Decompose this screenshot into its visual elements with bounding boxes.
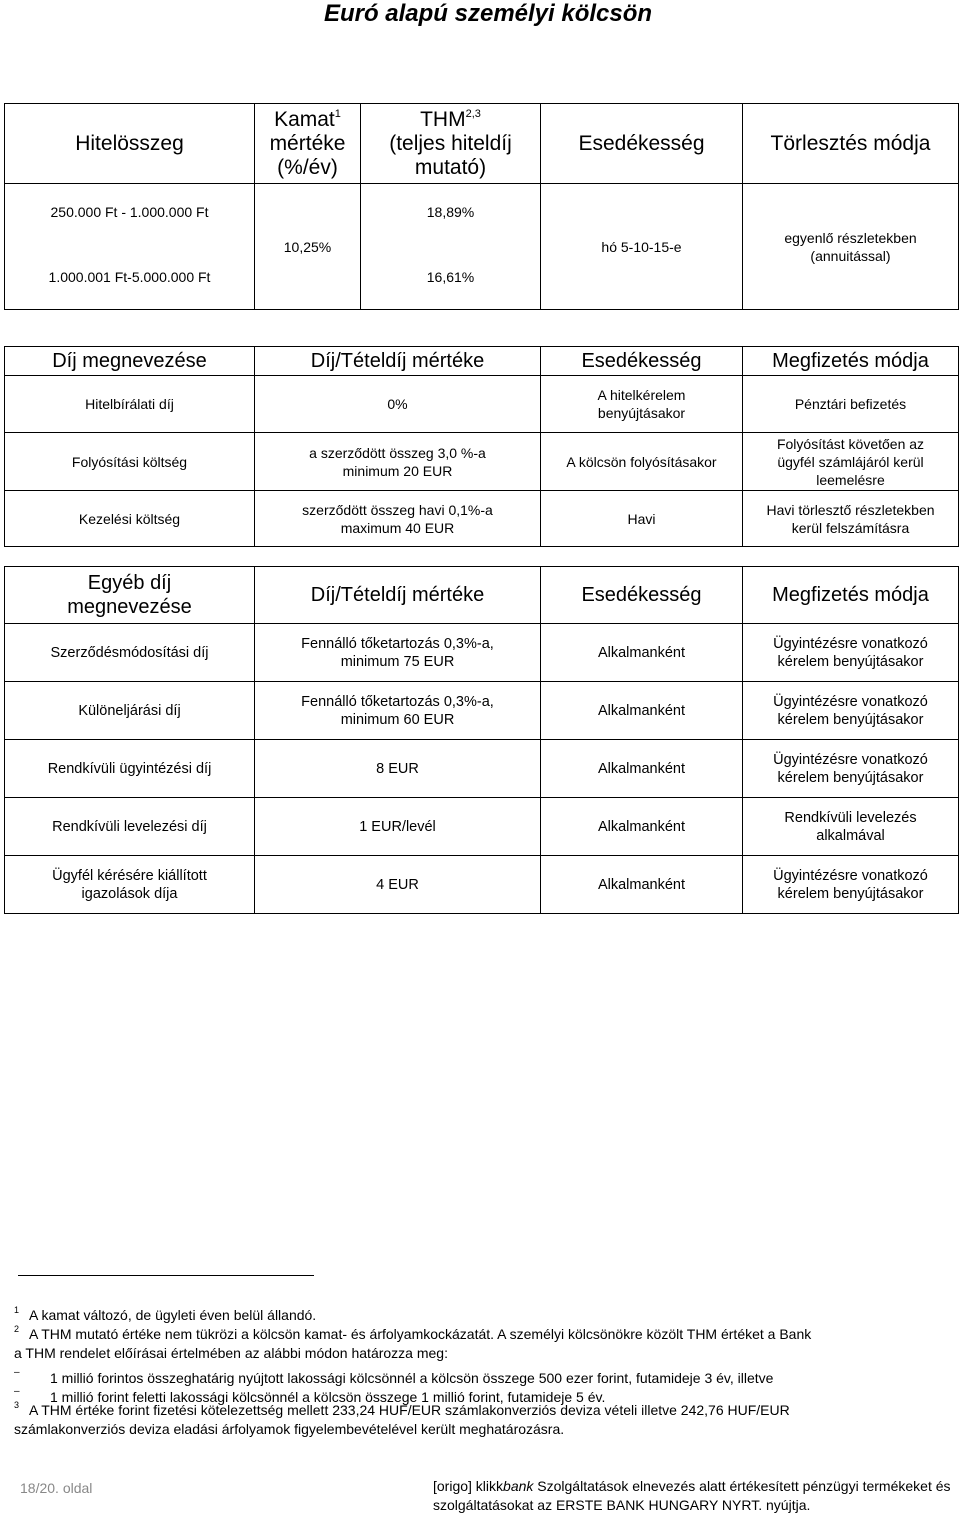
fee-pay: Havi törlesztő részletekben kerül felszámításra [743,491,959,547]
header-other-due: Esedékesség [541,567,743,624]
amount-range-1: 250.000 Ft - 1.000.000 Ft [50,203,209,220]
header-other-pay: Megfizetés módja [743,567,959,624]
header-fee-pay: Megfizetés módja [743,347,959,376]
brand-name: bank [503,1478,534,1494]
header-repay: Törlesztés módja [743,104,959,184]
other-fee-name: Rendkívüli levelezési díj [5,798,255,856]
header-fee-name: Díj megnevezése [5,347,255,376]
thm-1: 18,89% [426,203,475,220]
other-fee-name: Rendkívüli ügyintézési díj [5,740,255,798]
other-fee-pay: Ügyintézésre vonatkozó kérelem benyújtásakor [743,740,959,798]
footnote-ref-1: 1 [334,107,341,120]
table-row [5,740,959,798]
table-row [5,184,959,310]
header-other-name: Egyéb díj megnevezése [5,567,255,624]
other-fees-table [4,566,959,914]
other-fee-name: Ügyfél kérésére kiállított igazolások díja [5,856,255,914]
other-fee-due: Alkalmanként [541,856,743,914]
amount-ranges [5,184,255,310]
footnote-3: $^3$ A THM értéke forint fizetési kötelezettség mellett 233,24 HUF/EUR számlakonverziós deviza vételi illetve 242,76 HUF/EUR [14,1400,790,1418]
fee-amount: szerződött összeg havi 0,1%-a maximum 40 EUR [255,491,541,547]
other-fee-due: Alkalmanként [541,682,743,740]
thm-values [361,184,541,310]
fee-name: Hitelbírálati díj [5,376,255,433]
footnote-3-cont: számlakonverziós deviza eladási árfolyamok figyelembevételével került meghatározásra. [14,1421,565,1437]
table-header-row [5,567,959,624]
other-fee-amount: Fennálló tőketartozás 0,3%-a, minimum 75 EUR [255,624,541,682]
fee-name: Folyósítási költség [5,433,255,491]
header-fee-due: Esedékesség [541,347,743,376]
footnote-2-item-2: – 1 millió forint feletti lakossági kölcsönnél a kölcsön összege 1 millió forint, futamideje 5 év. [14,1382,960,1407]
header-fee-amount: Díj/Tételdíj mértéke [255,347,541,376]
footnote-ref-2-3: 2,3 [465,107,481,120]
header-rate: Kamat$^1$ mértéke (%/év) [255,104,361,184]
table-row [5,798,959,856]
loan-conditions-table [4,103,959,310]
table-header-row [5,104,959,184]
fee-due: A hitelkérelem benyújtásakor [541,376,743,433]
header-thm: THM$^{2,3}$ (teljes hiteldíj mutató) [361,104,541,184]
other-fee-pay: Ügyintézésre vonatkozó kérelem benyújtásakor [743,856,959,914]
footnote-divider [18,1275,314,1276]
other-fee-pay: Rendkívüli levelezés alkalmával [743,798,959,856]
other-fee-amount: 1 EUR/levél [255,798,541,856]
due-date: hó 5-10-15-e [541,184,743,310]
fee-name: Kezelési költség [5,491,255,547]
table-row [5,624,959,682]
fee-amount: 0% [255,376,541,433]
amount-range-2: 1.000.001 Ft-5.000.000 Ft [48,268,211,285]
other-fee-pay: Ügyintézésre vonatkozó kérelem benyújtásakor [743,624,959,682]
fee-pay: Pénztári befizetés [743,376,959,433]
header-due: Esedékesség [541,104,743,184]
other-fee-amount: Fennálló tőketartozás 0,3%-a, minimum 60 EUR [255,682,541,740]
fee-due: A kölcsön folyósításakor [541,433,743,491]
fee-due: Havi [541,491,743,547]
page-title: Euró alapú személyi kölcsön [323,0,653,27]
table-row [5,433,959,491]
footer-disclaimer: [origo] klikkbank Szolgáltatások elnevezés alatt értékesített pénzügyi termékeket és szolgáltatásokat az ERSTE BANK HUNGARY NYRT. nyújtja. [433,1478,951,1513]
other-fee-amount: 8 EUR [255,740,541,798]
fee-amount: a szerződött összeg 3,0 %-a minimum 20 EUR [255,433,541,491]
dash-bullet: – [14,1367,20,1378]
table-row [5,856,959,914]
header-amount: Hitelösszeg [5,104,255,184]
table-header-row [5,347,959,376]
other-fee-due: Alkalmanként [541,624,743,682]
other-fee-name: Szerződésmódosítási díj [5,624,255,682]
table-row [5,682,959,740]
interest-rate: 10,25% [255,184,361,310]
footnote-2-item-1: – 1 millió forintos összeghatárig nyújtott lakossági kölcsönnél a kölcsön összege 500 ezer forint, futamideje 3 év, illetve [14,1363,960,1388]
footnote-1: $^1$ A kamat változó, de ügyleti éven belül állandó. [14,1305,317,1323]
header-other-amount: Díj/Tételdíj mértéke [255,567,541,624]
other-fee-amount: 4 EUR [255,856,541,914]
table-row [5,376,959,433]
footnote-2-cont: a THM rendelet előírásai értelmében az alábbi módon határozza meg: [14,1345,448,1361]
other-fee-pay: Ügyintézésre vonatkozó kérelem benyújtásakor [743,682,959,740]
fee-pay: Folyósítást követően az ügyfél számlájáról kerül leemelésre [743,433,959,491]
other-fee-due: Alkalmanként [541,740,743,798]
other-fee-name: Különeljárási díj [5,682,255,740]
other-fee-due: Alkalmanként [541,798,743,856]
footnote-2: $^2$ A THM mutató értéke nem tükrözi a kölcsön kamat- és árfolyamkockázatát. A személyi kölcsönökre közölt THM értéket a Bank [14,1324,812,1342]
thm-2: 16,61% [426,268,475,285]
table-row [5,491,959,547]
page-number: 18/20. oldal [20,1480,93,1496]
fees-table [4,346,959,547]
dash-bullet: – [14,1386,20,1397]
repayment-method: egyenlő részletekben (annuitással) [743,184,959,310]
